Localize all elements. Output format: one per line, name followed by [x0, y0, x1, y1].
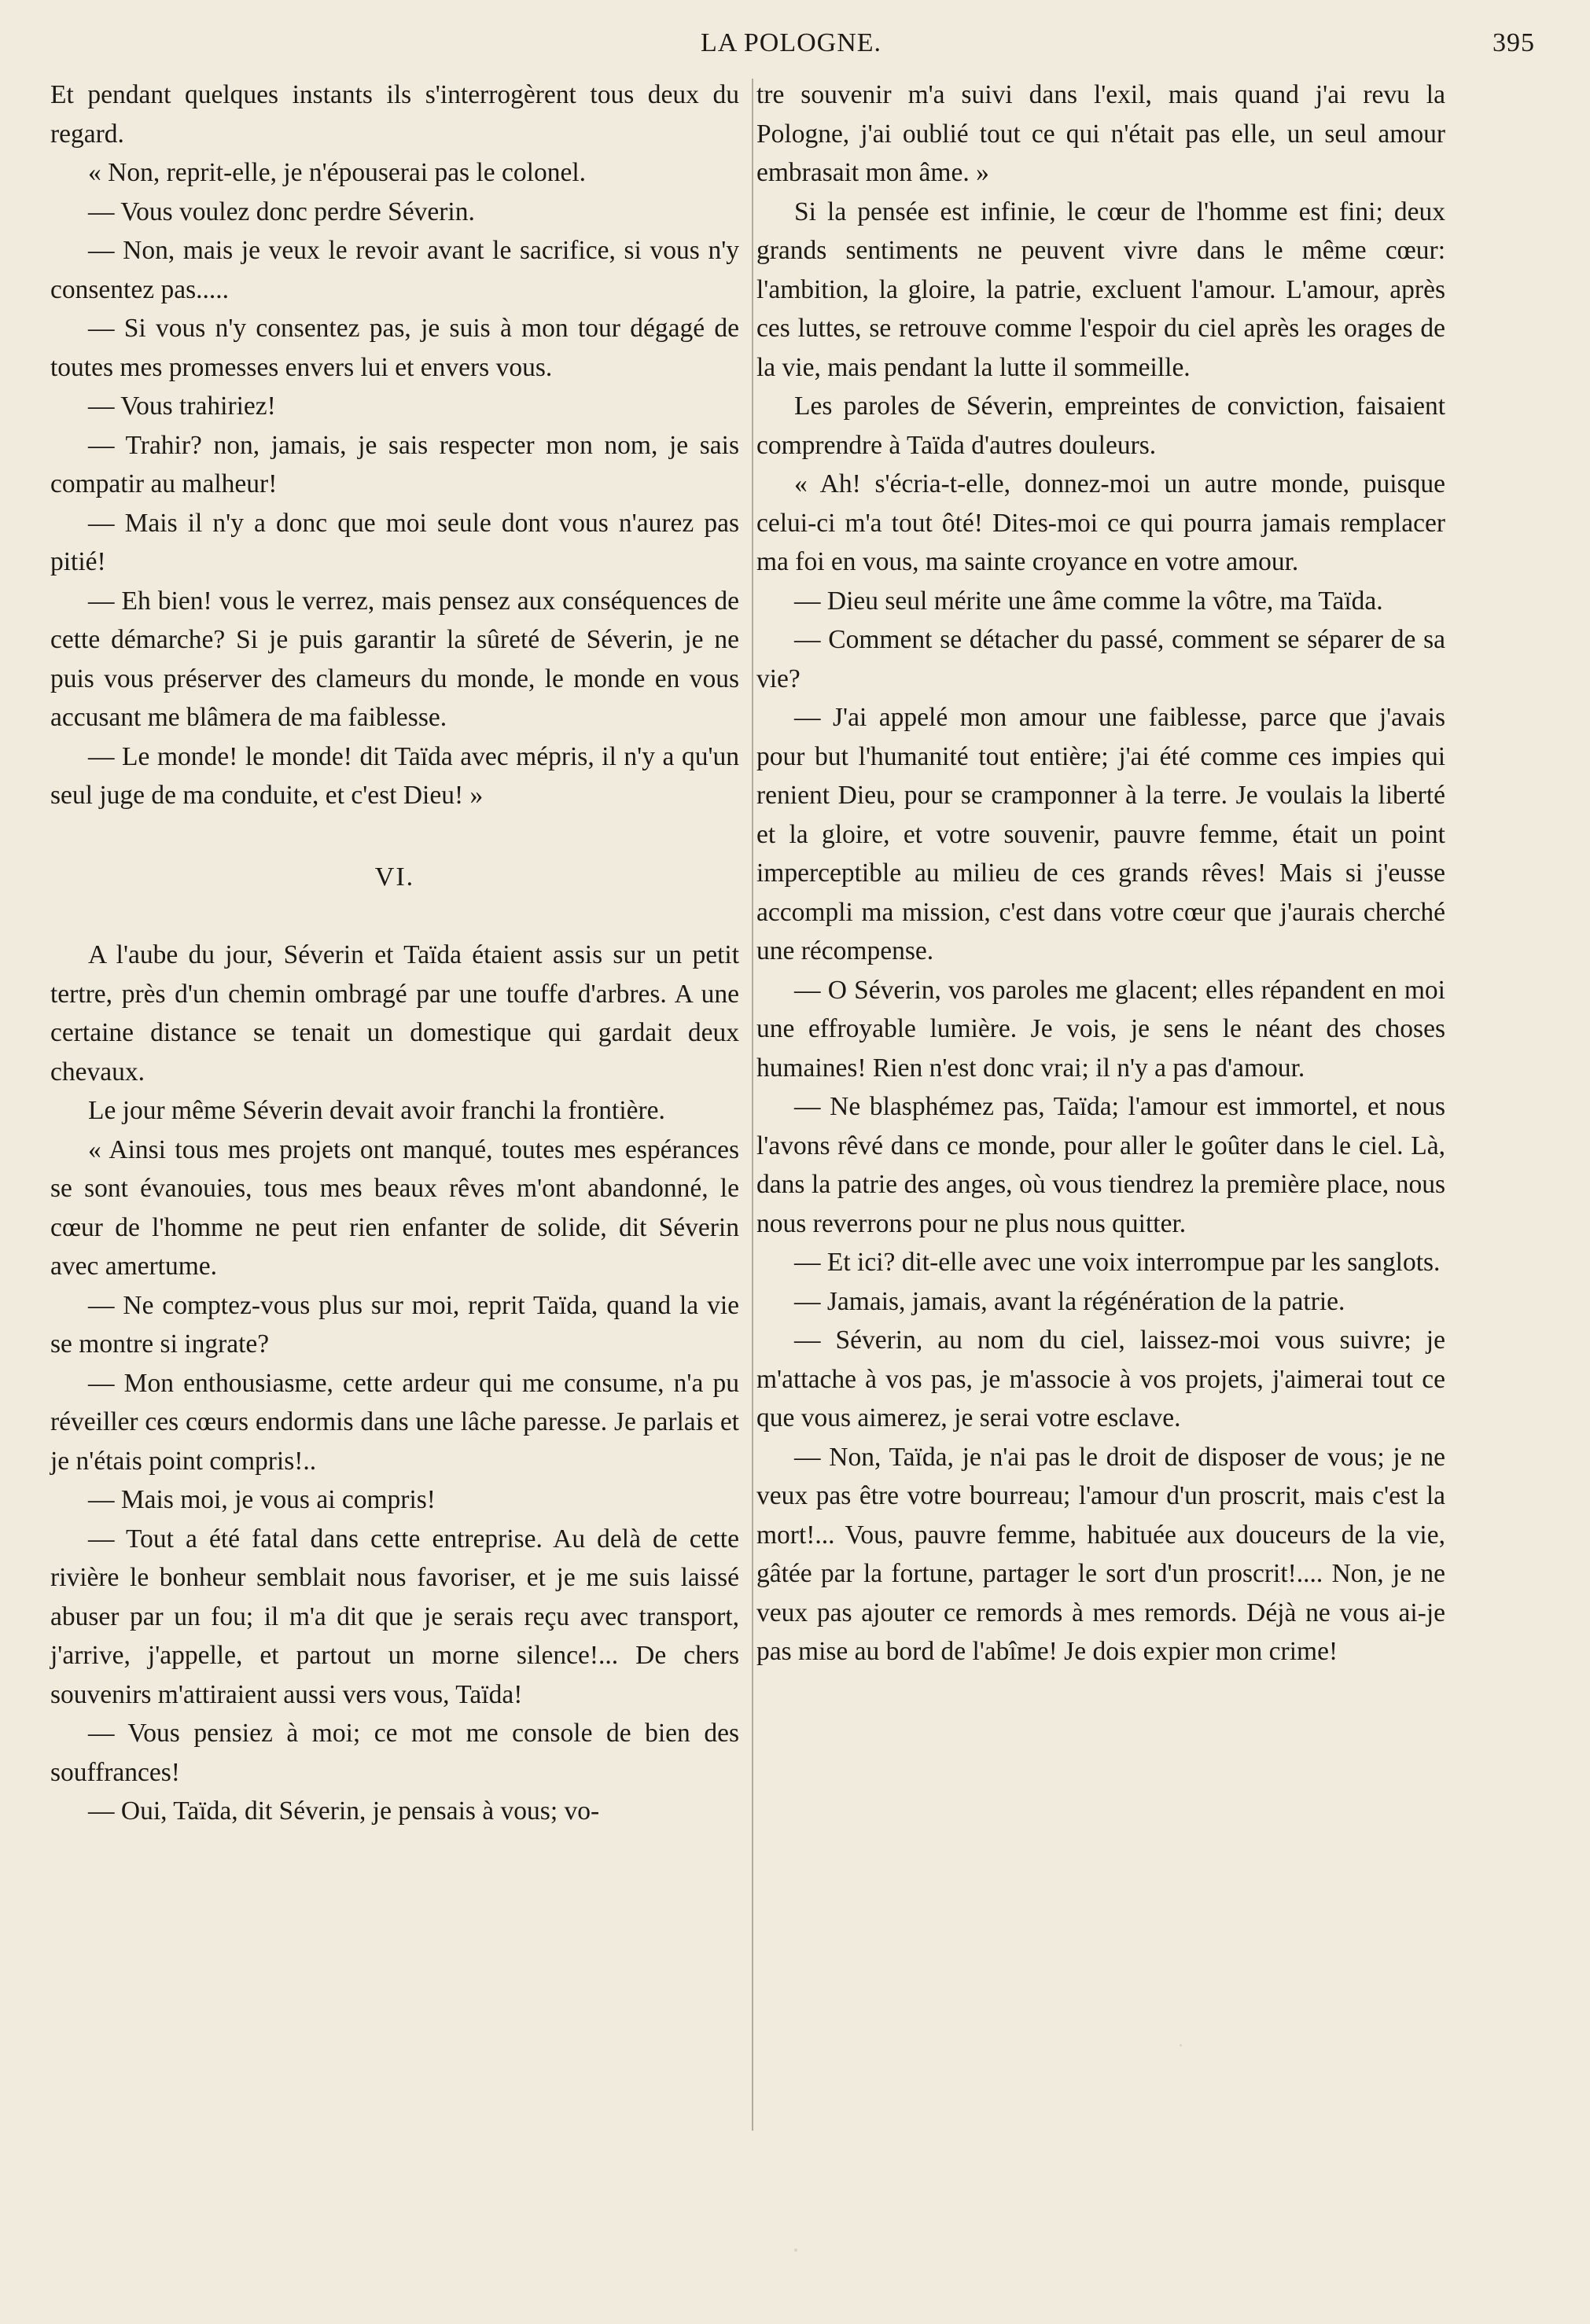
paragraph: Et pendant quelques instants ils s'interrogèrent tous deux du regard. — [50, 80, 739, 149]
paragraph: — Mais il n'y a donc que moi seule dont vous n'aurez pas pitié! — [50, 508, 739, 576]
paragraph: — Jamais, jamais, avant la régénération de la patrie. — [794, 1286, 1345, 1316]
running-title: LA POLOGNE. — [700, 28, 882, 57]
paragraph: — Vous voulez donc perdre Séverin. — [88, 197, 475, 226]
paragraph: — Vous trahiriez! — [88, 392, 276, 421]
right-column — [756, 75, 1445, 1671]
paragraph: — Eh bien! vous le verrez, mais pensez aux conséquences de cette démarche? Si je puis garantir la sûreté de Séverin, je ne puis vous préserver des clameurs du monde, le monde en vous accusant me blâmera de ma faiblesse. — [50, 586, 739, 732]
paragraph: — Le monde! le monde! dit Taïda avec mépris, il n'y a qu'un seul juge de ma conduite, et c'est Dieu! » — [50, 741, 739, 810]
paragraph: A l'aube du jour, Séverin et Taïda étaient assis sur un petit tertre, près d'un chemin ombragé par une touffe d'arbres. A une certaine distance se tenait un domestique qui gardait deux chevaux. — [50, 940, 739, 1087]
paragraph: — Mais moi, je vous ai compris! — [88, 1485, 436, 1514]
paragraph: — Non, Taïda, je n'ai pas le droit de disposer de vous; je ne veux pas être votre bourreau; l'amour d'un proscrit, mais c'est la mort!... Vous, pauvre femme, habituée aux douceurs de la vie, gâtée par la fortune, partager le sort d'un proscrit!.... Non, je ne veux pas ajouter ce remords à mes remords. Déjà ne vous ai-je pas mise au bord de l'abîme! Je dois expier mon crime! — [756, 1442, 1445, 1666]
paragraph: — Mon enthousiasme, cette ardeur qui me consume, n'a pu réveiller ces cœurs endormis dans une lâche paresse. Je parlais et je n'étais point compris!.. — [50, 1368, 739, 1476]
page-number: 395 — [1492, 28, 1535, 57]
running-header — [47, 22, 1535, 69]
paragraph: Le jour même Séverin devait avoir franchi la frontière. — [88, 1096, 665, 1125]
paragraph: — Trahir? non, jamais, je sais respecter mon nom, je sais compatir au malheur! — [50, 430, 739, 498]
column-divider — [752, 79, 753, 2131]
paragraph: — O Séverin, vos paroles me glacent; elles répandent en moi une effroyable lumière. Je vois, je sens le néant des choses humaines! Rien n'est donc vrai; il n'y a pas d'amour. — [756, 975, 1445, 1083]
paragraph: — Et ici? dit-elle avec une voix interrompue par les sanglots. — [794, 1248, 1441, 1277]
paragraph: Les paroles de Séverin, empreintes de conviction, faisaient comprendre à Taïda d'autres douleurs. — [756, 392, 1445, 460]
paragraph: — Dieu seul mérite une âme comme la vôtre, ma Taïda. — [794, 586, 1383, 616]
paragraph: — Séverin, au nom du ciel, laissez-moi vous suivre; je m'attache à vos pas, je m'associe à vos projets, j'aimerai tout ce que vous aimerez, je serai votre esclave. — [756, 1326, 1445, 1432]
paragraph: — Vous pensiez à moi; ce mot me console de bien des souffrances! — [50, 1719, 739, 1787]
paragraph: — Tout a été fatal dans cette entreprise. Au delà de cette rivière le bonheur semblait nous favoriser, et je me suis laissé abuser par un fou; il m'a dit que je serais reçu avec transport, j'arrive, j'appelle, et partout un morne silence!... De chers souvenirs m'attiraient aussi vers vous, Taïda! — [50, 1524, 739, 1709]
paragraph: — Si vous n'y consentez pas, je suis à mon tour dégagé de toutes mes promesses envers lui et envers vous. — [50, 314, 739, 382]
left-column — [50, 75, 739, 1831]
paragraph: — Comment se détacher du passé, comment se séparer de sa vie? — [756, 625, 1445, 693]
paper-speck — [1180, 2044, 1182, 2046]
paragraph: « Ah! s'écria-t-elle, donnez-moi un autre monde, puisque celui-ci m'a tout ôté! Dites-moi ce qui pourra jamais remplacer ma foi en vous, ma sainte croyance en votre amour. — [756, 469, 1445, 576]
paragraph: — Non, mais je veux le revoir avant le sacrifice, si vous n'y consentez pas..... — [50, 236, 739, 304]
paragraph: « Ainsi tous mes projets ont manqué, toutes mes espérances se sont évanouies, tous mes beaux rêves m'ont abandonné, le cœur de l'homme ne peut rien enfanter de solide, dit Séverin avec amertume. — [50, 1134, 739, 1281]
paragraph: — J'ai appelé mon amour une faiblesse, parce que j'avais pour but l'humanité tout entière; j'ai été comme ces impies qui renient Dieu, pour se cramponner à la terre. Je voulais la liberté et la gloire, et votre souvenir, pauvre femme, était un point imperceptible au milieu de ces grands rêves! Mais si j'eusse accompli ma mission, c'est dans votre cœur que j'aurais cherché une récompense. — [756, 703, 1445, 965]
paragraph: — Oui, Taïda, dit Séverin, je pensais à vous; vo- — [88, 1796, 600, 1826]
section-heading: VI. — [374, 862, 415, 892]
paragraph: — Ne comptez-vous plus sur moi, reprit Taïda, quand la vie se montre si ingrate? — [50, 1290, 739, 1359]
paragraph: Si la pensée est infinie, le cœur de l'homme est fini; deux grands sentiments ne peuvent vivre dans le même cœur: l'ambition, la gloire, la patrie, excluent l'amour. L'amour, après ces luttes, se retrouve comme l'espoir du ciel après les orages de la vie, mais pendant la lutte il sommeille. — [756, 197, 1445, 382]
paragraph: — Ne blasphémez pas, Taïda; l'amour est immortel, et nous l'avons rêvé dans ce monde, pour aller le goûter dans le ciel. Là, dans la patrie des anges, où vous tiendrez la première place, nous nous reverrons pour ne plus nous quitter. — [756, 1092, 1445, 1238]
paragraph: tre souvenir m'a suivi dans l'exil, mais quand j'ai revu la Pologne, j'ai oublié tout ce qui n'était pas elle, un seul amour embrasait mon âme. » — [756, 80, 1445, 187]
paragraph: « Non, reprit-elle, je n'épouserai pas le colonel. — [88, 158, 586, 187]
paper-speck — [794, 2249, 797, 2252]
